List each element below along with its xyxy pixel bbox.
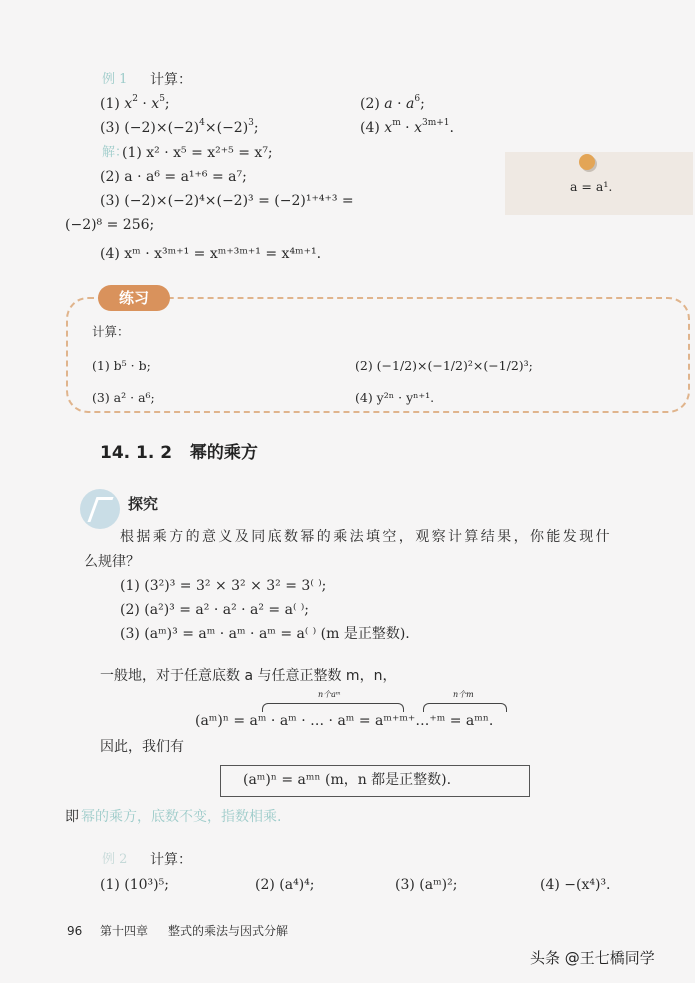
- solution-1: (1) x² · x⁵ = x²⁺⁵ = x⁷;: [122, 145, 273, 161]
- example-item-4: (4) $x^m \cdot x^{3m+1}$.: [360, 118, 454, 136]
- explore-item-3: (3) (aᵐ)³ = aᵐ · aᵐ · aᵐ = a⁽ ⁾ (m 是正整数).: [120, 626, 410, 642]
- example2-item-3: (3) (aᵐ)²;: [395, 877, 458, 893]
- explore-item-2: (2) (a²)³ = a² · a² · a² = a⁽ ⁾;: [120, 602, 310, 618]
- solution-3-cont: (−2)⁸ = 256;: [65, 217, 155, 233]
- practice-item-2: (2) (−1/2)×(−1/2)²×(−1/2)³;: [355, 358, 533, 373]
- example-item-2: (2) $a \cdot a^6$;: [360, 94, 425, 112]
- example2-item-2: (2) (a⁴)⁴;: [255, 877, 315, 893]
- pushpin-icon: [579, 154, 595, 170]
- side-note-text: a = a¹.: [570, 179, 613, 194]
- solution-3: (3) (−2)×(−2)⁴×(−2)³ = (−2)¹⁺⁴⁺³ =: [100, 193, 354, 209]
- explore-icon: [80, 489, 120, 529]
- chapter-title: 整式的乘法与因式分解: [168, 924, 289, 938]
- example2-item-4: (4) −(x⁴)³.: [540, 877, 611, 893]
- explore-label: 探究: [128, 495, 159, 513]
- practice-label: 练习: [98, 285, 170, 311]
- brace-1-label: n个aᵐ: [318, 690, 341, 699]
- practice-item-4: (4) y²ⁿ · yⁿ⁺¹.: [355, 390, 435, 405]
- rule-prefix: 即: [65, 809, 79, 825]
- example2-item-1: (1) (10³)⁵;: [100, 877, 169, 893]
- solution-4: (4) xᵐ · x³ᵐ⁺¹ = xᵐ⁺³ᵐ⁺¹ = x⁴ᵐ⁺¹.: [100, 246, 322, 262]
- section-heading: [100, 438, 258, 463]
- example-item-3: (3) $(-2)\times(-2)^4\times(-2)^3$;: [100, 118, 259, 136]
- section-number: 14. 1. 2: [100, 443, 173, 463]
- rule-text: 幂的乘方，底数不变，指数相乘.: [81, 809, 282, 825]
- example2-label: 例 2: [102, 852, 128, 867]
- explore-intro-line2: 么规律？: [84, 554, 140, 570]
- explore-item-1: (1) (3²)³ = 3² × 3² × 3² = 3⁽ ⁾;: [120, 578, 327, 594]
- explore-intro-line1: 根据乘方的意义及同底数幂的乘法填空，观察计算结果，你能发现什: [120, 529, 612, 545]
- example2-title: 计算：: [150, 852, 192, 868]
- solution-2: (2) a · a⁶ = a¹⁺⁶ = a⁷;: [100, 169, 247, 185]
- practice-title: 计算：: [92, 324, 130, 339]
- solution-label: 解：: [102, 145, 129, 160]
- example-title: 计算：: [150, 72, 192, 88]
- section-title: 幂的乘方: [189, 443, 258, 463]
- general-formula: (aᵐ)ⁿ = aᵐ · aᵐ · … · aᵐ = aᵐ⁺ᵐ⁺…⁺ᵐ = aᵐⁿ.: [195, 713, 494, 729]
- boxed-formula: (aᵐ)ⁿ = aᵐⁿ (m，n 都是正整数).: [243, 772, 452, 788]
- watermark: 头条 @王七橋同学: [530, 949, 655, 967]
- practice-item-1: (1) b⁵ · b;: [92, 358, 151, 373]
- brace-2-label: n个m: [453, 690, 474, 699]
- page-number: 96: [67, 924, 83, 938]
- therefore-text: 因此，我们有: [100, 739, 184, 755]
- example-label: 例 1: [102, 72, 128, 87]
- general-text: 一般地，对于任意底数 a 与任意正整数 m，n，: [100, 668, 397, 684]
- practice-item-3: (3) a² · a⁶;: [92, 390, 155, 405]
- example-item-1: (1) $x^2 \cdot x^5$;: [100, 94, 170, 112]
- chapter-number: 第十四章: [100, 924, 149, 938]
